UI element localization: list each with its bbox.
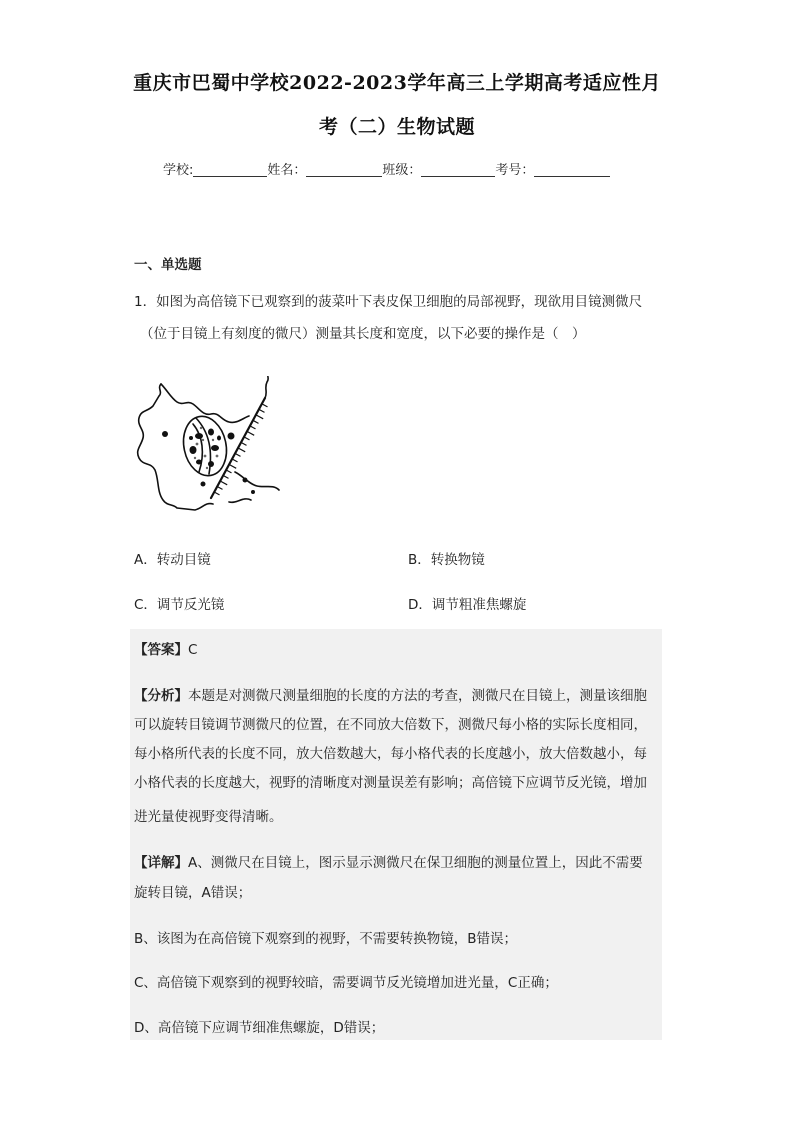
answer-line — [134, 638, 664, 658]
class-blank — [421, 162, 495, 177]
analysis-line-2: 可以旋转目镜调节测微尺的位置，在不同放大倍数下，测微尺每小格的实际长度相同， — [134, 717, 647, 733]
question-stem-line1: 1．如图为高倍镜下已观察到的菠菜叶下表皮保卫细胞的局部视野，现欲用目镜测微尺 — [134, 294, 643, 310]
detail-label: 【详解】 — [134, 855, 188, 871]
exam-no-label: 考号： — [495, 163, 535, 178]
analysis-line-3: 每小格所代表的长度不同，放大倍数越大，每小格代表的长度越小，放大倍数越小，每 — [134, 746, 647, 762]
option-c: C．调节反光镜 — [134, 597, 225, 613]
name-blank — [306, 162, 382, 177]
exam-title-line1: 重庆市巴蜀中学校2022-2023学年高三上学期高考适应性月 — [133, 72, 661, 94]
option-b: B．转换物镜 — [408, 552, 485, 568]
analysis-line-1 — [134, 684, 664, 704]
section-heading: 一、单选题 — [134, 257, 202, 273]
name-label: 姓名： — [267, 163, 307, 178]
analysis-line-4: 小格代表的长度越大，视野的清晰度对测量误差有影响；高倍镜下应调节反光镜，增加 — [134, 775, 647, 791]
answer-value: C — [188, 642, 198, 658]
detail-line-2: 旋转目镜，A错误； — [134, 885, 252, 901]
analysis-text-1: 本题是对测微尺测量细胞的长度的方法的考查，测微尺在目镜上，测量该细胞 — [188, 688, 647, 704]
school-blank — [193, 162, 267, 177]
student-info-row — [163, 159, 610, 178]
class-label: 班级： — [382, 163, 422, 178]
detail-line-1 — [134, 851, 664, 871]
question-stem-line2: （位于目镜上有刻度的微尺）测量其长度和宽度，以下必要的操作是（ ） — [140, 326, 586, 342]
detail-text-1: A、测微尺在目镜上，图示显示测微尺在保卫细胞的测量位置上，因此不需要 — [188, 855, 643, 871]
analysis-label: 【分析】 — [134, 688, 188, 704]
answer-label: 【答案】 — [134, 642, 188, 658]
guard-cell-micrometer-figure — [133, 376, 283, 516]
analysis-line-5: 进光量使视野变得清晰。 — [134, 809, 283, 825]
detail-line-3: B、该图为在高倍镜下观察到的视野，不需要转换物镜，B错误； — [134, 931, 518, 947]
exam-title-line2: 考（二）生物试题 — [318, 116, 475, 138]
detail-line-4: C、高倍镜下观察到的视野较暗，需要调节反光镜增加进光量，C正确； — [134, 975, 558, 991]
guard-cell-micrometer-drawing-icon — [133, 376, 283, 516]
option-d: D．调节粗准焦螺旋 — [408, 597, 527, 613]
option-a: A．转动目镜 — [134, 552, 211, 568]
exam-no-blank — [534, 162, 610, 177]
detail-line-5: D、高倍镜下应调节细准焦螺旋，D错误； — [134, 1020, 385, 1036]
school-label: 学校: — [163, 163, 194, 178]
